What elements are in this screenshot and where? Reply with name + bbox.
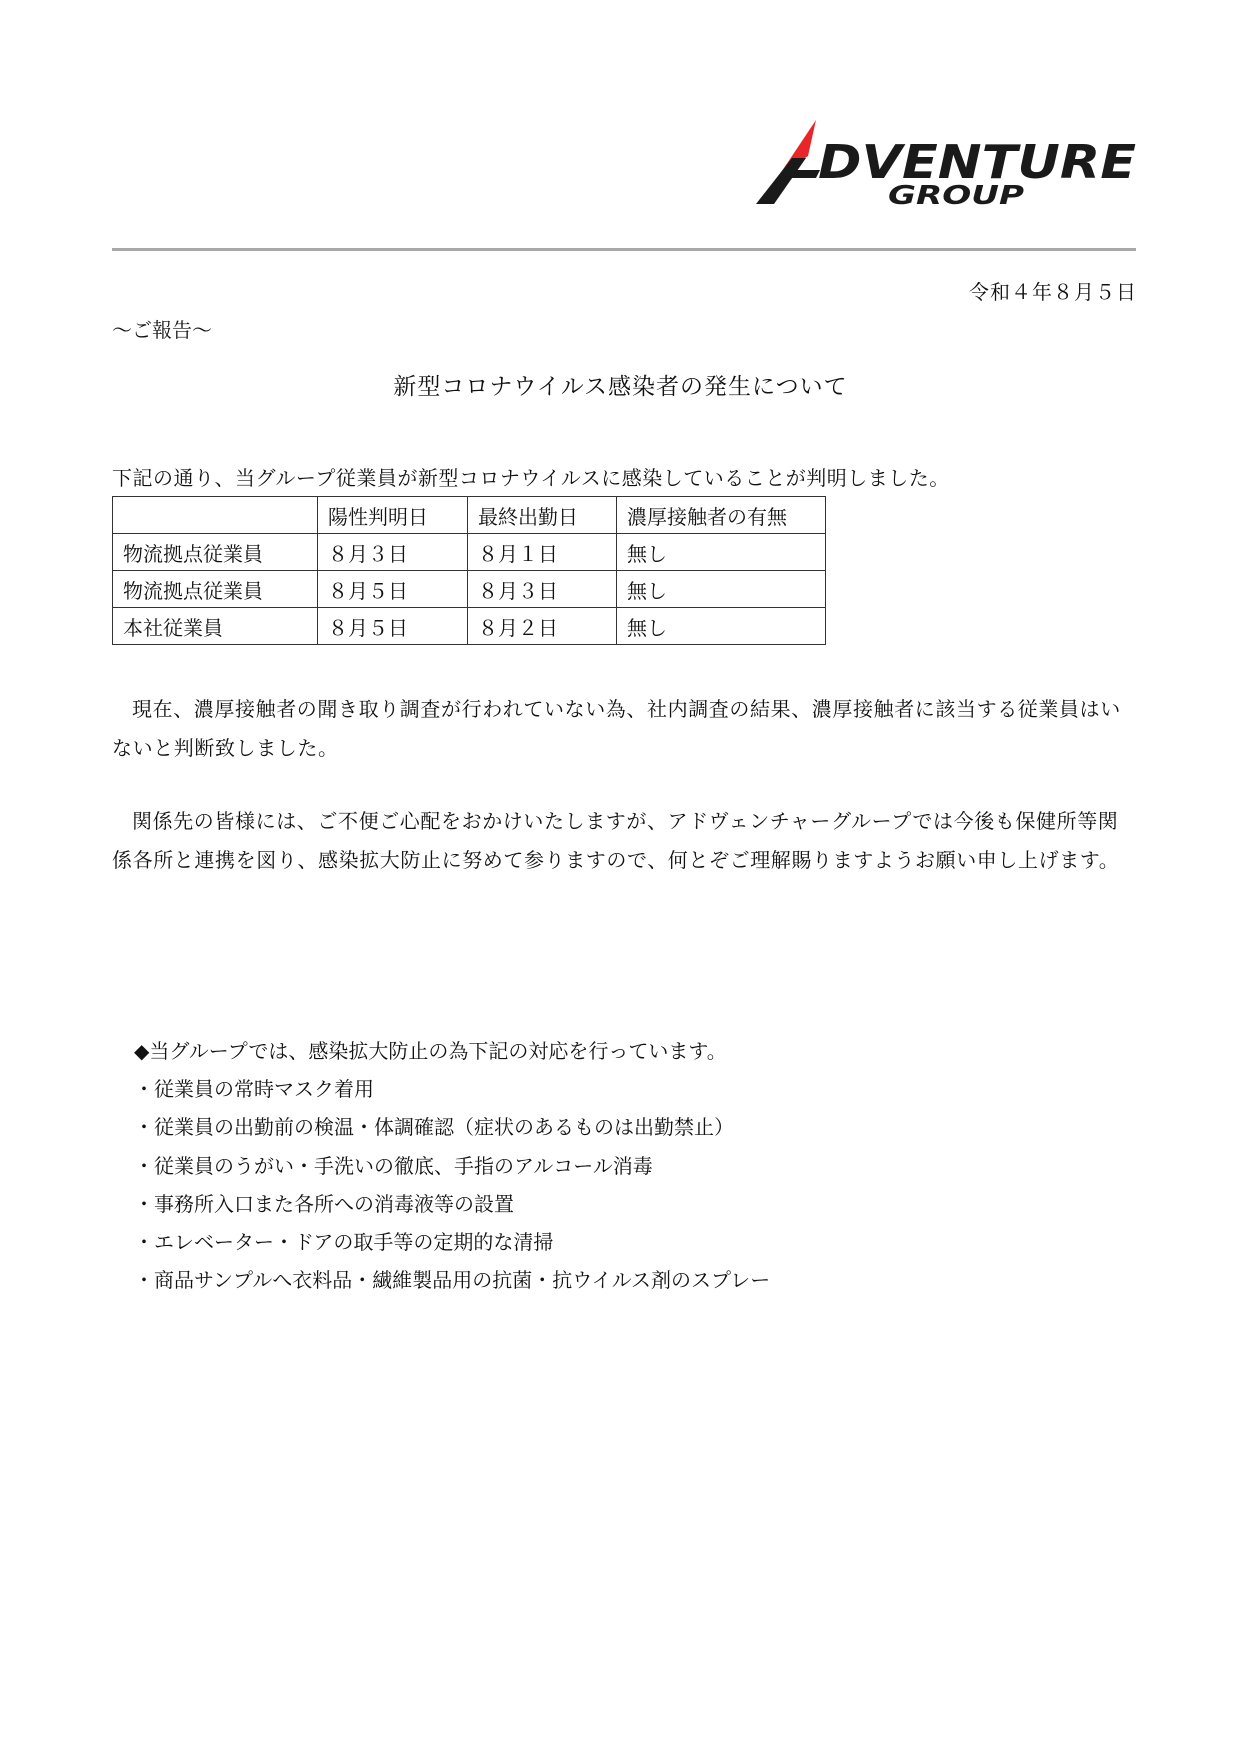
list-item: ・従業員の出勤前の検温・体調確認（症状のあるものは出勤禁止）: [134, 1115, 734, 1140]
paragraph-investigation: 現在、濃厚接触者の聞き取り調査が行われていない為、社内調査の結果、濃厚接触者に該当する従業員はいないと判断致しました。: [112, 697, 1121, 760]
table-row: [113, 608, 826, 645]
header-divider: [112, 248, 1136, 251]
logo-sub: GROUP: [888, 181, 1024, 211]
report-label: ～ご報告～: [112, 318, 212, 342]
table-cell: 無し: [617, 608, 826, 645]
table-header-cell: 最終出勤日: [468, 497, 617, 534]
table-cell: 物流拠点従業員: [113, 571, 318, 608]
table-row: [113, 534, 826, 571]
table-header-row: [113, 497, 826, 534]
table-cell: ８月５日: [318, 571, 468, 608]
list-item: ・エレベーター・ドアの取手等の定期的な清掃: [134, 1230, 554, 1255]
table-row: [113, 571, 826, 608]
adventure-group-logo: [728, 112, 1138, 212]
logo-word: DVENTURE: [818, 135, 1136, 189]
logo-dark-stroke: [756, 158, 806, 204]
intro-text: 下記の通り、当グループ従業員が新型コロナウイルスに感染していることが判明しました。: [112, 466, 950, 490]
list-item: ・従業員のうがい・手洗いの徹底、手指のアルコール消毒: [134, 1153, 653, 1178]
table-cell: ８月３日: [318, 534, 468, 571]
paragraph-apology: 関係先の皆様には、ご不便ご心配をおかけいたしますが、アドヴェンチャーグループでは今後も保健所等関係各所と連携を図り、感染拡大防止に努めて参りますので、何とぞご理解賜りますようお願い申し上げます。: [112, 809, 1120, 872]
measures-list: [134, 1032, 770, 1299]
table-header-cell: 陽性判明日: [318, 497, 468, 534]
table-cell: ８月１日: [468, 534, 617, 571]
document-title: 新型コロナウイルス感染者の発生について: [393, 374, 848, 400]
table-cell: 本社従業員: [113, 608, 318, 645]
table-cell: ８月３日: [468, 571, 617, 608]
table-cell: 無し: [617, 534, 826, 571]
table-cell: ８月５日: [318, 608, 468, 645]
table-cell: 無し: [617, 571, 826, 608]
document-date: 令和４年８月５日: [969, 280, 1137, 304]
table-header-cell: 濃厚接触者の有無: [617, 497, 826, 534]
list-item: ・商品サンプルへ衣料品・繊維製品用の抗菌・抗ウイルス剤のスプレー: [134, 1268, 771, 1293]
measures-heading: ◆当グループでは、感染拡大防止の為下記の対応を行っています。: [134, 1039, 727, 1063]
table-cell: ８月２日: [468, 608, 617, 645]
table-cell: 物流拠点従業員: [113, 534, 318, 571]
logo-dark-bar: [780, 170, 820, 178]
infection-table: [112, 496, 826, 645]
company-logo: [728, 112, 1138, 212]
list-item: ・事務所入口また各所への消毒液等の設置: [134, 1191, 514, 1216]
list-item: ・従業員の常時マスク着用: [134, 1077, 374, 1102]
table-header-cell: [113, 497, 318, 534]
